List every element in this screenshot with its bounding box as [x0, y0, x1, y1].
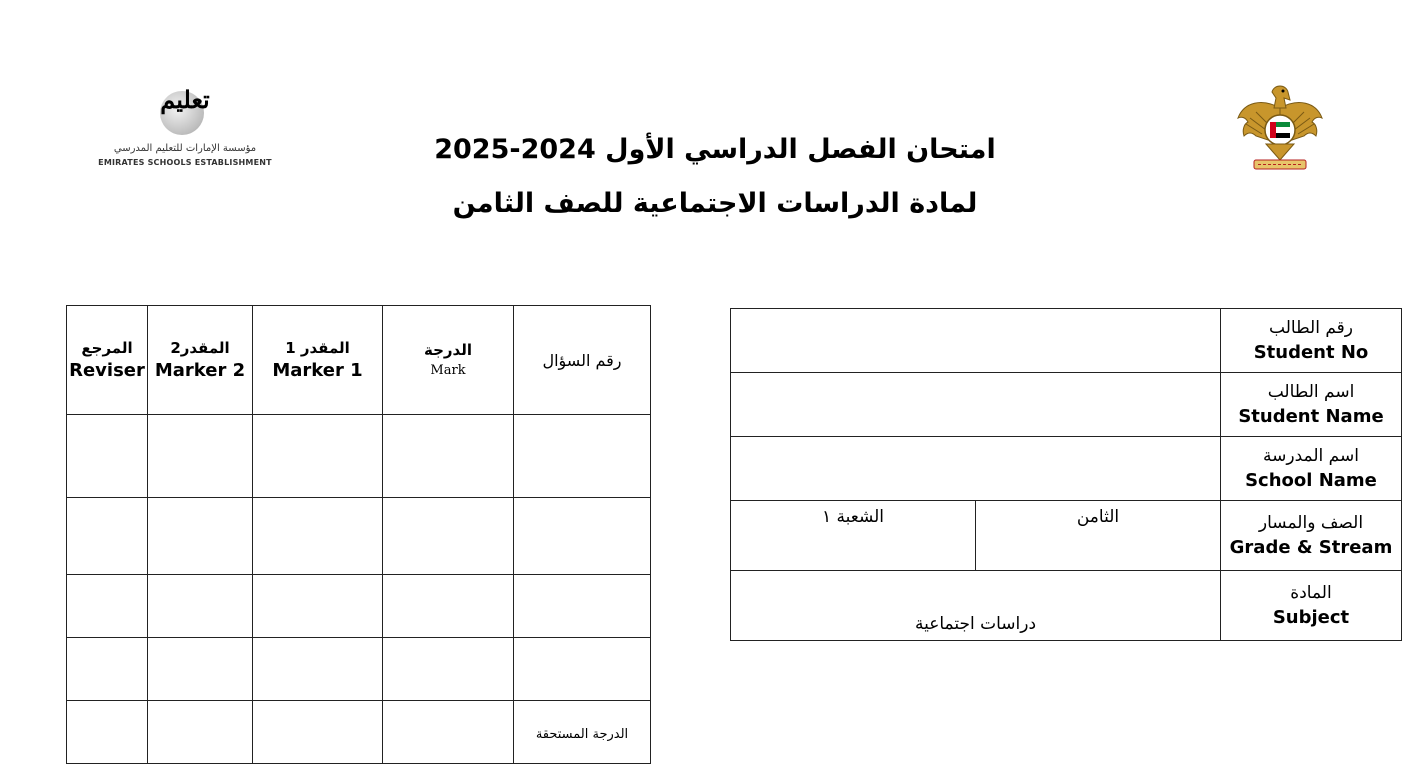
- question-no-cell[interactable]: [514, 415, 651, 498]
- school-name-label-ar: اسم المدرسة: [1263, 445, 1359, 466]
- logo-english-name: EMIRATES SCHOOLS ESTABLISHMENT: [98, 158, 272, 167]
- student-name-label-ar: اسم الطالب: [1267, 381, 1355, 402]
- school-name-field[interactable]: [731, 437, 1221, 501]
- marker1-cell[interactable]: [253, 575, 383, 638]
- question-no-cell[interactable]: [514, 575, 651, 638]
- student-no-label-ar: رقم الطالب: [1269, 317, 1353, 338]
- marks-header-row: [67, 306, 651, 415]
- grade-row: [731, 501, 1402, 571]
- subject-label-ar: المادة: [1290, 582, 1332, 603]
- marker2-header-ar: المقدر2: [170, 339, 230, 357]
- grade-label: [1221, 501, 1402, 571]
- student-no-label: [1221, 309, 1402, 373]
- marker2-total-cell[interactable]: [148, 701, 253, 764]
- grade-label-en: Grade & Stream: [1229, 536, 1393, 558]
- reviser-header-ar: المرجع: [81, 339, 133, 357]
- deserved-mark-label: الدرجة المستحقة: [535, 726, 629, 742]
- school-name-label-en: School Name: [1245, 469, 1377, 491]
- mark-header: [383, 306, 514, 415]
- marker1-total-cell[interactable]: [253, 701, 383, 764]
- subject-row: [731, 571, 1402, 641]
- reviser-header: [67, 306, 148, 415]
- marker1-header: [253, 306, 383, 415]
- deserved-mark-label-cell: [514, 701, 651, 764]
- marks-row: [67, 498, 651, 575]
- subject-label-en: Subject: [1272, 606, 1350, 628]
- mark-cell[interactable]: [383, 415, 514, 498]
- reviser-cell[interactable]: [67, 415, 148, 498]
- exam-subtitle: لمادة الدراسات الاجتماعية للصف الثامن: [452, 188, 978, 219]
- question-no-cell[interactable]: [514, 638, 651, 701]
- student-name-label-en: Student Name: [1238, 405, 1384, 427]
- student-no-label-en: Student No: [1253, 341, 1369, 363]
- section-value: الشعبة ١: [731, 501, 976, 571]
- student-name-row: [731, 373, 1402, 437]
- marker1-header-en: Marker 1: [272, 360, 363, 381]
- mark-header-ar: الدرجة: [424, 341, 472, 359]
- emirates-schools-logo: [95, 85, 275, 175]
- mark-total-cell[interactable]: [383, 701, 514, 764]
- school-name-label: [1221, 437, 1402, 501]
- student-no-row: [731, 309, 1402, 373]
- subject-label: [1221, 571, 1402, 641]
- marks-row: [67, 415, 651, 498]
- student-name-field[interactable]: [731, 373, 1221, 437]
- school-name-row: [731, 437, 1402, 501]
- question-no-header: [514, 306, 651, 415]
- marks-row: [67, 638, 651, 701]
- marks-row: [67, 575, 651, 638]
- grade-value: الثامن: [976, 501, 1221, 571]
- marker1-cell[interactable]: [253, 638, 383, 701]
- logo-mark-text: تعليم: [160, 85, 210, 114]
- marker1-header-ar: المقدر 1: [285, 339, 350, 357]
- mark-header-en: Mark: [430, 363, 466, 378]
- reviser-total-cell[interactable]: [67, 701, 148, 764]
- marker2-cell[interactable]: [148, 415, 253, 498]
- reviser-cell[interactable]: [67, 498, 148, 575]
- marks-table: [66, 305, 651, 764]
- grade-label-ar: الصف والمسار: [1258, 512, 1364, 533]
- question-no-cell[interactable]: [514, 498, 651, 575]
- marker2-cell[interactable]: [148, 575, 253, 638]
- student-name-label: [1221, 373, 1402, 437]
- marker2-header-en: Marker 2: [154, 360, 246, 381]
- student-info-table: [730, 308, 1402, 641]
- mark-cell[interactable]: [383, 575, 514, 638]
- subject-value: دراسات اجتماعية: [731, 571, 1221, 641]
- marker2-header: [148, 306, 253, 415]
- deserved-mark-row: [67, 701, 651, 764]
- marker2-cell[interactable]: [148, 638, 253, 701]
- marker1-cell[interactable]: [253, 498, 383, 575]
- student-no-field[interactable]: [731, 309, 1221, 373]
- mark-cell[interactable]: [383, 498, 514, 575]
- reviser-header-en: Reviser: [69, 360, 145, 381]
- marker2-cell[interactable]: [148, 498, 253, 575]
- logo-arabic-name: مؤسسة الإمارات للتعليم المدرسي: [113, 143, 257, 154]
- marker1-cell[interactable]: [253, 415, 383, 498]
- uae-emblem-icon: [1232, 78, 1328, 176]
- mark-cell[interactable]: [383, 638, 514, 701]
- question-no-header-label: رقم السؤال: [542, 350, 622, 370]
- exam-title: امتحان الفصل الدراسي الأول 2024-2025: [434, 134, 996, 165]
- reviser-cell[interactable]: [67, 575, 148, 638]
- reviser-cell[interactable]: [67, 638, 148, 701]
